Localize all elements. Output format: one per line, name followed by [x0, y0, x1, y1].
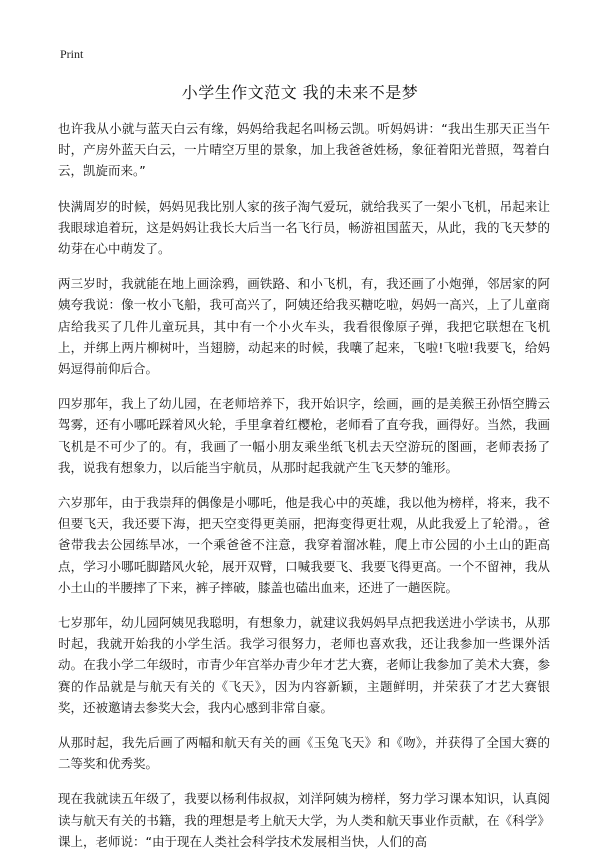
article-body	[58, 118, 550, 866]
paragraph-5: 六岁那年，由于我崇拜的偶像是小哪吒，他是我心中的英雄，我以他为榜样，将来，我不但要飞天，我还要下海，把天空变得更美丽，把海变得更壮观，从此我爱上了轮滑。，爸爸带我去公园练旱冰，一个乘爸爸不注意，我穿着溜冰鞋，爬上市公园的小土山的距高点，学习小哪吒脚踏风火轮，展开双臂，口喊我要飞、我要飞得更高。一个不留神，我从小土山的半腰摔了下来，裤子摔破，膝盖也磕出血来，还进了一趟医院。	[58, 495, 550, 595]
paragraph-7: 从那时起，我先后画了两幅和航天有关的画《玉兔飞天》和《吻》，并获得了全国大赛的二等奖和优秀奖。	[58, 735, 550, 772]
paragraph-8: 现在我就读五年级了，我要以杨利伟叔叔，刘洋阿姨为榜样，努力学习课本知识，认真阅读与航天有关的书籍，我的理想是考上航天大学，为人类和航天事业作贡献，在《科学》课上，老师说：“由于现在人类社会科学技术发展相当快，人们的高	[58, 791, 550, 849]
paragraph-6: 七岁那年，幼儿园阿姨见我聪明，有想象力，就建议我妈妈早点把我送进小学读书，从那时起，我就开始我的小学生活。我学习很努力，老师也喜欢我，还让我参加一些课外活动。在我小学二年级时，市青少年宫举办青少年才艺大赛，老师让我参加了美术大赛，参赛的作品就是与航天有关的《飞天》，因为内容新颖，主题鲜明，并荣获了才艺大赛银奖，还被邀请去参奖大会，我内心感到非常自豪。	[58, 615, 550, 715]
paragraph-2: 快满周岁的时候，妈妈见我比别人家的孩子淘气爱玩，就给我买了一架小飞机，吊起来让我眼球追着玩，这是妈妈让我长大后当一名飞行员，畅游祖国蓝天，从此，我的飞天梦的幼芽在心中萌发了。	[58, 198, 550, 257]
print-link[interactable]: Print	[60, 47, 84, 61]
paragraph-1: 也许我从小就与蓝天白云有缘，妈妈给我起名叫杨云凯。听妈妈讲：“我出生那天正当午时，产房外蓝天白云，一片晴空万里的景象，加上我爸爸姓杨，象征着阳光普照，驾着白云，凯旋而来。”	[58, 121, 550, 179]
paragraph-3: 两三岁时，我就能在地上画涂鸦，画铁路、和小飞机，有，我还画了小炮弹，邻居家的阿姨夸我说：像一枚小飞船，我可高兴了，阿姨还给我买糖吃啦，妈妈一高兴，上了儿童商店给我买了几件儿童玩具，其中有一个小火车头，我看很像原子弹，我把它联想在飞机上，并绑上两片柳树叶，当翅膀，动起来的时候，我嚷了起来，飞啦!飞啦!我要飞，给妈妈逗得前仰后合。	[58, 276, 550, 377]
page-title: 小学生作文范文 我的未来不是梦	[181, 83, 419, 102]
paragraph-4: 四岁那年，我上了幼儿园，在老师培养下，我开始识字，绘画，画的是美猴王孙悟空腾云驾雾，还有小哪吒踩着风火轮，手里拿着红樱枪，老师看了直夸我，画得好。当然，我画飞机是不可少了的。有，我画了一幅小朋友乘坐纸飞机去天空游玩的图画，老师表扬了我，说我有想象力，以后能当宇航员，从那时起我就产生飞天梦的雏形。	[58, 396, 550, 475]
